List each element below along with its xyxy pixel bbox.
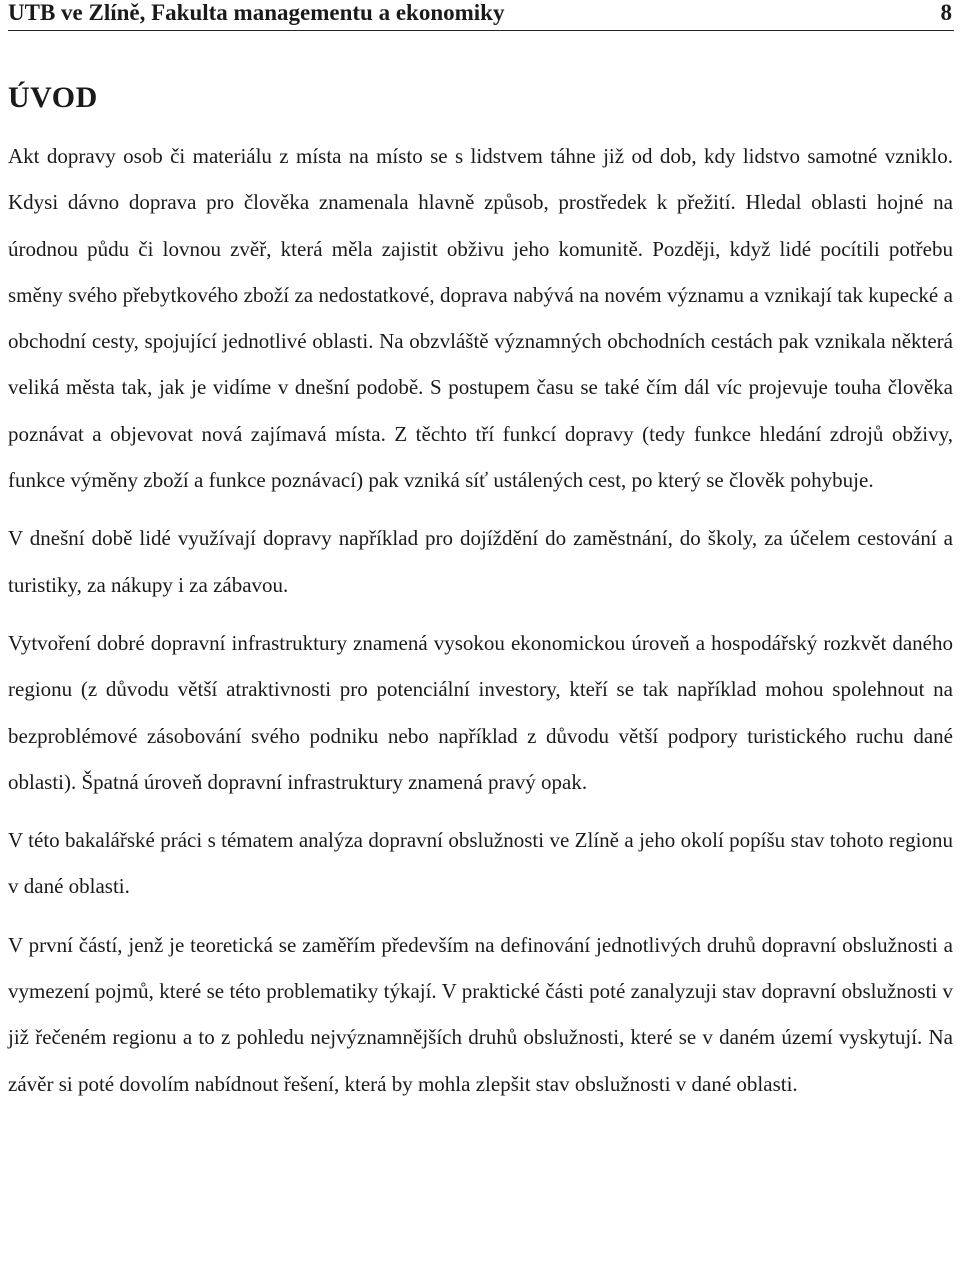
header-institution: UTB ve Zlíně, Fakulta managementu a ekonomiky	[8, 0, 505, 25]
paragraph-infrastructure: Vytvoření dobré dopravní infrastruktury znamená vysokou ekonomickou úroveň a hospodářský rozkvět daného regionu (z důvodu větší atraktivnosti pro potenciální investory, kteří se tak například mohou spolehnout na bezproblémové zásobování svého podniku nebo například z důvodu větší podpory turistického ruchu dané oblasti). Špatná úroveň dopravní infrastruktury znamená pravý opak.	[8, 630, 953, 794]
paragraph-thesis-structure: V první částí, jenž je teoretická se zaměřím především na definování jednotlivých druhů dopravní obslužnosti a vymezení pojmů, které se této problematiky týkají. V praktické části poté zanalyzuji stav dopravní obslužnosti v již řečeném regionu a to z pohledu nejvýznamnějších druhů obslužnosti, které se v daném území vyskytují. Na závěr si poté dovolím nabídnout řešení, která by mohla zlepšit stav obslužnosti v dané oblasti.	[8, 932, 953, 1096]
running-header	[8, 0, 954, 31]
paragraph-thesis-topic: V této bakalářské práci s tématem analýza dopravní obslužnosti ve Zlíně a jeho okolí popíšu stav tohoto regionu v dané oblasti.	[8, 828, 953, 899]
paragraph-current-usage: V dnešní době lidé využívají dopravy například pro dojíždění do zaměstnání, do školy, za účelem cestování a turistiky, za nákupy i za zábavou.	[8, 526, 953, 597]
chapter-title: ÚVOD	[8, 81, 98, 114]
paragraph-introduction-history: Akt dopravy osob či materiálu z místa na místo se s lidstvem táhne již od dob, kdy lidstvo samotné vzniklo. Kdysi dávno doprava pro člověka znamenala hlavně způsob, prostředek k přežití. Hledal oblasti hojné na úrodnou půdu či lovnou zvěř, která měla zajistit obživu jeho komunitě. Později, když lidé pocítili potřebu směny svého přebytkového zboží za nedostatkové, doprava nabývá na novém významu a vznikají tak kupecké a obchodní cesty, spojující jednotlivé oblasti. Na obzvláště významných obchodních cestách pak vznikala některá veliká města tak, jak je vidíme v dnešní podobě. S postupem času se také čím dál víc projevuje touha člověka poznávat a objevovat nová zajímavá místa. Z těchto tří funkcí dopravy (tedy funkce hledání zdrojů obživy, funkce výměny zboží a funkce poznávací) pak vzniká síť ustálených cest, po který se člověk pohybuje.	[8, 144, 953, 493]
page-content	[8, 78, 953, 1107]
page-number: 8	[940, 0, 952, 25]
